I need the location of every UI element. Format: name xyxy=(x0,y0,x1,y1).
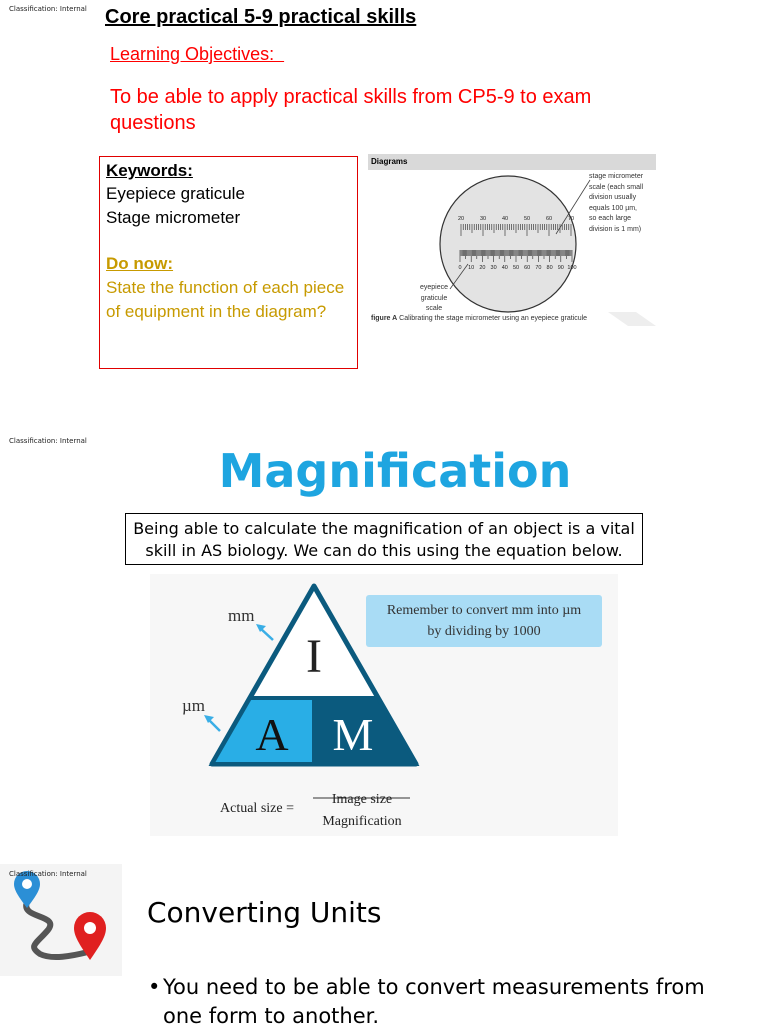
scale-tick-label: 10 xyxy=(468,265,475,271)
diagram-label-line: division is 1 mm) xyxy=(589,225,642,233)
diagram-caption: figure A Calibrating the stage micrometer using an eyepiece graticule xyxy=(371,315,588,322)
scale-tick-label: 80 xyxy=(546,265,553,271)
bullet-text: You need to be able to convert measurements from one form to another. xyxy=(163,975,705,1028)
diagram-label-line: graticule xyxy=(420,294,448,302)
keyword-item: Stage micrometer xyxy=(106,208,241,227)
slide-title: Core practical 5-9 practical skills xyxy=(105,6,417,28)
scale-tick-label: 50 xyxy=(523,216,531,222)
magnification-triangle-figure xyxy=(150,574,618,836)
image-size-letter: I xyxy=(306,630,322,683)
diagram-label-line: eyepiece xyxy=(420,284,449,291)
equation-lhs: Actual size = xyxy=(220,801,294,816)
do-now-heading: Do now: xyxy=(106,254,174,273)
scale-tick-label: 70 xyxy=(535,265,542,271)
diagram-label-line: so each large xyxy=(589,215,632,222)
scale-tick-label: 30 xyxy=(490,265,497,271)
eyepiece-graticule-label xyxy=(420,283,448,315)
diagram-label-line: scale (each small xyxy=(589,183,644,191)
conversion-note-line2: by dividing by 1000 xyxy=(427,624,541,639)
slide-title: Converting Units xyxy=(147,896,382,929)
slide-title: Magnification xyxy=(218,444,572,498)
do-now-text: State the function of each piece of equipment in the diagram? xyxy=(106,278,345,321)
diagram-label-line: stage micrometer xyxy=(589,173,644,180)
diagram-label-line: division usually xyxy=(589,194,637,201)
actual-size-letter: A xyxy=(255,709,289,760)
diagram-header: Diagrams xyxy=(368,154,656,170)
equation-denominator: Magnification xyxy=(322,814,402,829)
route-pin-icon xyxy=(0,864,122,976)
scale-tick-label: 90 xyxy=(557,265,564,271)
keyword-item: Eyepiece graticule xyxy=(106,184,245,203)
learning-objective-text: To be able to apply practical skills from CP5-9 to exam questions xyxy=(110,86,592,134)
equation-numerator: Image size xyxy=(331,792,393,807)
learning-objectives-heading: Learning Objectives: xyxy=(110,44,285,64)
scale-tick-label: 60 xyxy=(524,265,531,271)
scale-tick-label: 50 xyxy=(512,265,520,271)
scale-tick-label: 20 xyxy=(457,216,465,222)
classification-label: Classification: Internal xyxy=(9,5,87,13)
intro-text-box: Being able to calculate the magnification of an object is a vital skill in AS biology. We can do this using the equation below. xyxy=(125,513,643,565)
stage-micrometer-label xyxy=(589,172,643,235)
scale-tick-label: 30 xyxy=(479,216,487,222)
scale-tick-label: 70 xyxy=(567,216,575,222)
scale-tick-label: 60 xyxy=(545,216,553,222)
um-label: µm xyxy=(182,696,206,715)
scale-tick-label: 100 xyxy=(567,265,577,271)
scale-tick-label: 20 xyxy=(479,265,486,271)
keywords-heading: Keywords: xyxy=(106,161,193,180)
diagram-label-line: equals 100 µm, xyxy=(589,204,638,212)
classification-label: Classification: Internal xyxy=(9,870,87,878)
scale-tick-label: 40 xyxy=(501,265,508,271)
conversion-note-line1: Remember to convert mm into µm xyxy=(386,603,582,618)
scale-tick-label: 40 xyxy=(501,216,509,222)
magnification-letter: M xyxy=(332,709,374,760)
scale-tick-label: 0 xyxy=(458,265,462,271)
micrometer-diagram xyxy=(368,154,656,328)
diagram-label-line: scale xyxy=(425,305,443,312)
mm-label: mm xyxy=(228,606,255,625)
classification-label: Classification: Internal xyxy=(9,437,87,445)
